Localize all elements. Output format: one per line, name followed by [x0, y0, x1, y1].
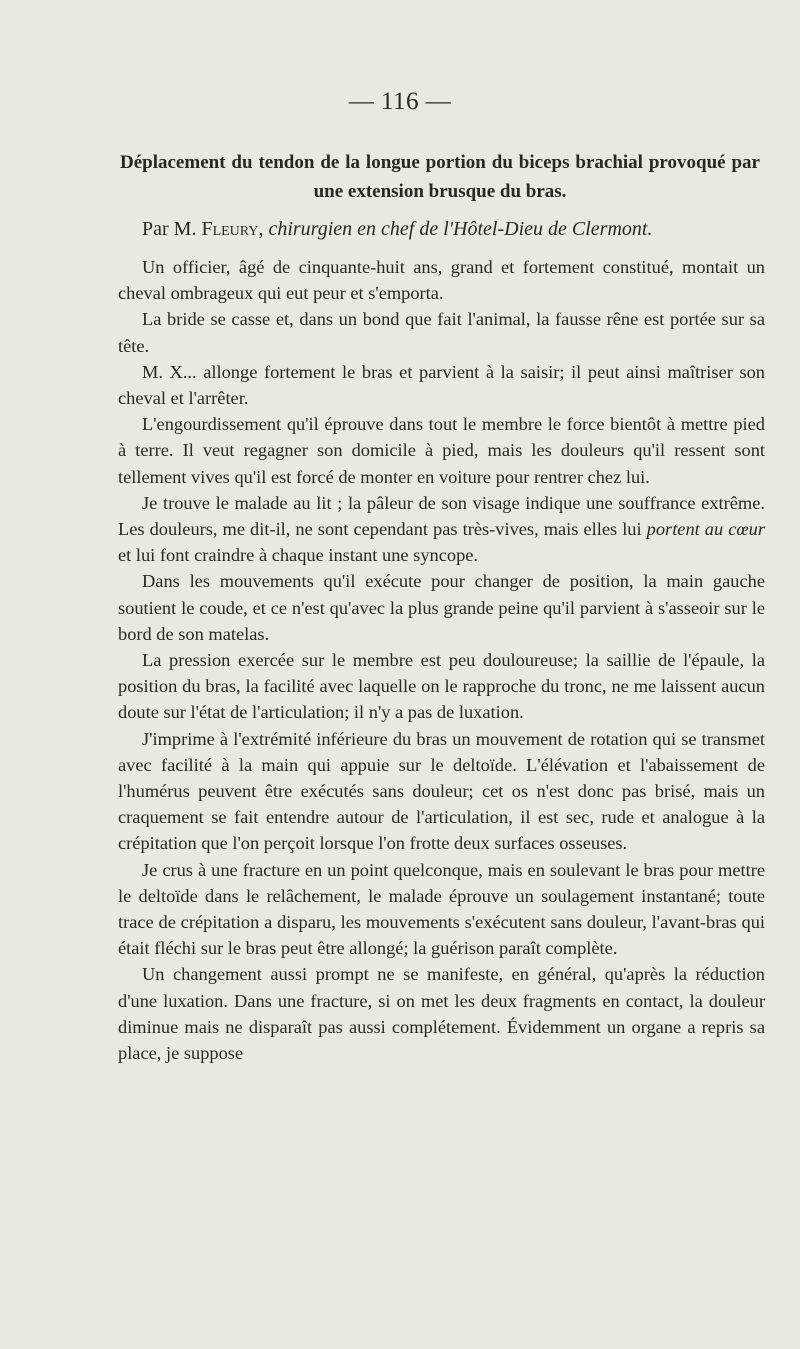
- italic-phrase: portent au cœur: [646, 519, 765, 540]
- paragraph: Un changement aussi prompt ne se manifeste, en général, qu'après la réduction d'une luxation. Dans une fracture, si on met les deux fragments en contact, la douleur diminue mais ne disparaît pas aussi complétement. Évidemment un organe a repris sa place, je suppose: [118, 964, 765, 1064]
- author-name: Fleury: [201, 218, 259, 240]
- paragraph: J'imprime à l'extrémité inférieure du bras un mouvement de rotation qui se transmet avec facilité à la main qui appuie sur le deltoïde. L'élévation et l'abaissement de l'humérus peuvent être exécutés sans douleur; cet os n'est donc pas brisé, mais un craquement se fait entendre autour de l'articulation, il est sec, rude et analogue à la crépitation que l'on perçoit lorsque l'on frotte deux surfaces osseuses.: [118, 728, 765, 854]
- paragraph: L'engourdissement qu'il éprouve dans tout le membre le force bientôt à mettre pied à terre. Il veut regagner son domicile à pied, mais les douleurs qu'il ressent sont tellement vives qu'il est forcé de monter en voiture pour rentrer chez lui.: [118, 414, 765, 487]
- paragraph: M. X... allonge fortement le bras et parvient à la saisir; il peut ainsi maîtriser son cheval et l'arrêter.: [118, 361, 765, 409]
- paragraph: Un officier, âgé de cinquante-huit ans, grand et fortement constitué, montait un cheval ombrageux qui eut peur et s'emporta.: [118, 257, 765, 304]
- author-separator: ,: [258, 218, 269, 240]
- paragraph-text: et lui font craindre à chaque instant une syncope.: [118, 545, 479, 566]
- paragraph: Dans les mouvements qu'il exécute pour changer de position, la main gauche soutient le coude, et ce n'est qu'avec la plus grande peine qu'il parvient à s'asseoir sur le bord de son matelas.: [118, 571, 765, 644]
- paragraph: [118, 490, 765, 569]
- paragraph: La pression exercée sur le membre est peu douloureuse; la saillie de l'épaule, la position du bras, la facilité avec laquelle on le rapproche du tronc, ne me laissent aucun doute sur l'état de l'articulation; il n'y a pas de luxation.: [118, 650, 765, 723]
- author-role: chirurgien en chef de l'Hôtel-Dieu de Clermont.: [268, 218, 653, 240]
- article-body: [118, 254, 765, 1066]
- author-line: [142, 214, 762, 244]
- article-title: Déplacement du tendon de la longue portion du biceps brachial provoqué par une extension brusque du bras.: [120, 152, 760, 202]
- paragraph-text: Je trouve le malade au lit ; la pâleur de son visage indique une souffrance extrême. Les douleurs, me dit-il, ne sont cependant pas très-vives, mais elles lui: [118, 492, 765, 540]
- paragraph: Je crus à une fracture en un point quelconque, mais en soulevant le bras pour mettre le deltoïde dans le relâchement, le malade éprouve un soulagement instantané; toute trace de crépitation a disparu, les mouvements s'exécutent sans douleur, l'avant-bras qui était fléchi sur le bras peut être allongé; la guérison paraît complète.: [118, 859, 765, 959]
- paragraph: La bride se casse et, dans un bond que fait l'animal, la fausse rêne est portée sur sa tête.: [118, 309, 765, 356]
- page-number: — 116 —: [348, 88, 452, 115]
- author-prefix: Par M.: [142, 218, 202, 240]
